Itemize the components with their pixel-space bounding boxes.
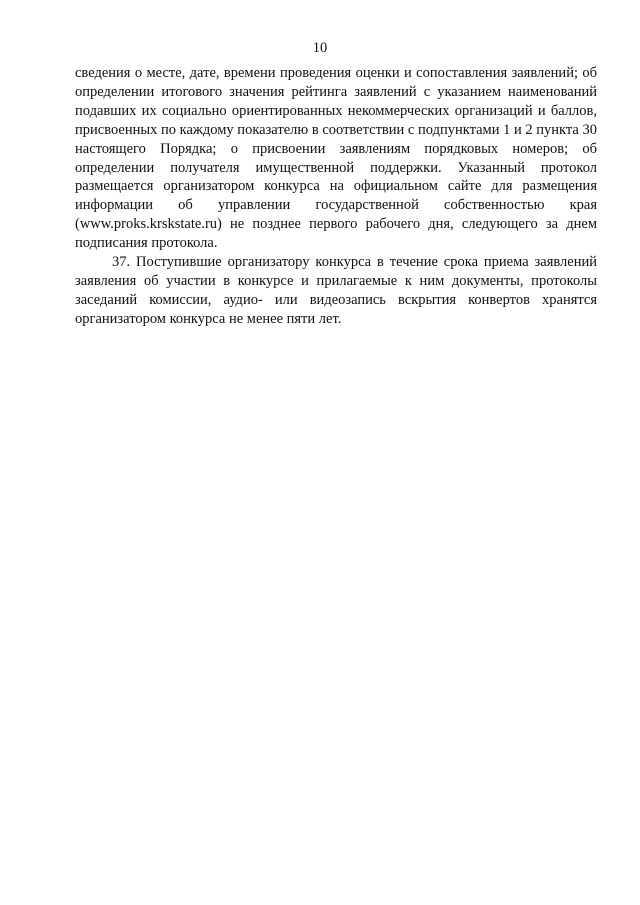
paragraph-protocol-details: сведения о месте, дате, времени проведения оценки и сопоставления заявлений; об определении итогового значения рейтинга заявлений с указанием наименований подавших их социально ориентированных некоммерческих организаций и баллов, присвоенных по каждому показателю в соответствии с подпунктами 1 и 2 пункта 30 настоящего Порядка; о присвоении заявлениям порядковых номеров; об определении получателя имущественной поддержки. Указанный протокол размещается организатором конкурса на официальном сайте для размещения информации об управлении государственной собственностью края (www.proks.krskstate.ru) не позднее первого рабочего дня, следующего за днем подписания протокола. [75,65,597,252]
paragraph-item-37: 37. Поступившие организатору конкурса в течение срока приема заявлений заявления об участии в конкурсе и прилагаемые к ним документы, протоколы заседаний комиссии, аудио- или видеозапись вскрытия конвертов хранятся организатором конкурса не менее пяти лет. [75,254,597,327]
document-body [75,64,597,329]
page-number: 10 [312,40,328,56]
